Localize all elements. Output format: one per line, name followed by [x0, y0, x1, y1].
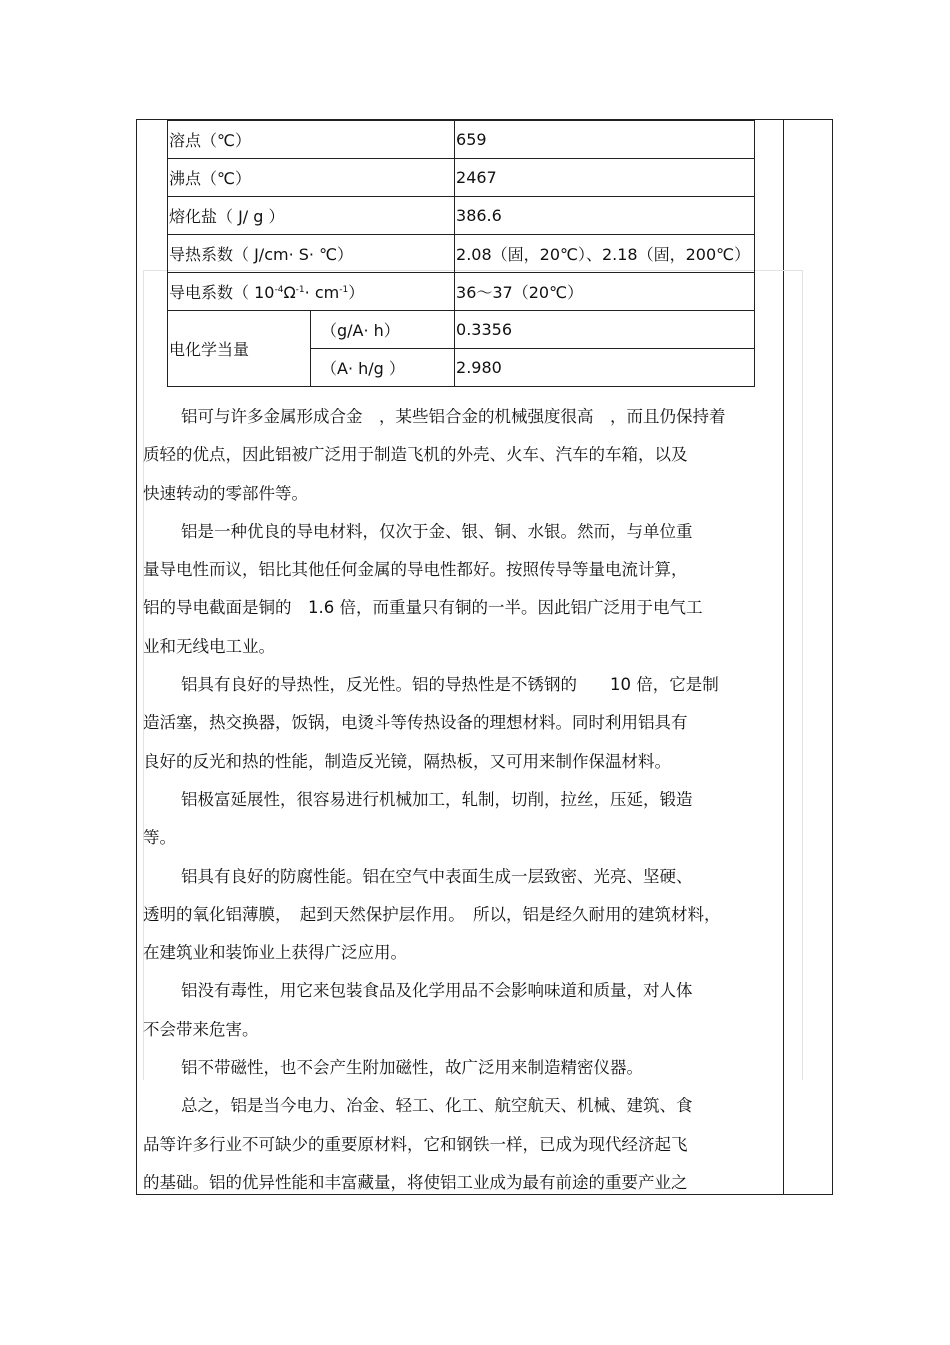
- text-line: 品等许多行业不可缺少的重要原材料，它和钢铁一样，已成为现代经济起飞: [143, 1134, 688, 1154]
- cell-value: 2.980: [455, 349, 755, 387]
- text-line: 快速转动的零部件等。: [143, 483, 308, 503]
- text-line: 量导电性而议，铝比其他任何金属的导电性都好。按照传导等量电流计算，: [143, 560, 688, 580]
- cell-label: 熔化盐（ J/ g ）: [168, 197, 455, 235]
- text-line: 铝具有良好的防腐性能。铝在空气中表面生成一层致密、光亮、坚硬、: [181, 866, 693, 886]
- text-line: 铝是一种优良的导电材料，仅次于金、银、铜、水银。然而，与单位重: [181, 521, 693, 541]
- cell-value: 2.08（固，20℃）、2.18（固，200℃）: [455, 235, 755, 273]
- cell-label: 沸点（℃）: [168, 159, 455, 197]
- exponent: -4: [274, 285, 284, 295]
- cell-value: 386.6: [455, 197, 755, 235]
- text-line: 铝的导电截面是铜的 1.6 倍，而重量只有铜的一半。因此铝广泛用于电气工: [143, 598, 703, 618]
- cell-unit: （A· h/g ）: [311, 349, 455, 387]
- text-line: 铝没有毒性，用它来包装食品及化学用品不会影响味道和质量，对人体: [181, 981, 693, 1001]
- cell-label: 溶点（℃）: [168, 121, 455, 159]
- table-row: [168, 159, 755, 197]
- cell-label: [168, 273, 455, 311]
- text-line: 铝具有良好的导热性，反光性。铝的导热性是不锈钢的 10 倍，它是制: [181, 675, 719, 695]
- text-line: 不会带来危害。: [143, 1019, 259, 1039]
- cell-label: 电化学当量: [168, 311, 311, 387]
- table-row: [168, 311, 755, 349]
- properties-table: [167, 120, 755, 387]
- table-row: [168, 197, 755, 235]
- text-line: 在建筑业和装饰业上获得广泛应用。: [143, 943, 407, 963]
- conductivity-label-post: ）: [348, 283, 365, 302]
- text-line: 的基础。铝的优异性能和丰富藏量，将使铝工业成为最有前途的重要产业之: [143, 1172, 688, 1192]
- exponent: -1: [295, 285, 305, 295]
- text-line: 铝可与许多金属形成合金 ，某些铝合金的机械强度很高 ，而且仍保持着: [181, 407, 726, 426]
- text-line: 质轻的优点，因此铝被广泛用于制造飞机的外壳、火车、汽车的车箱，以及: [143, 445, 688, 465]
- table-row: [168, 121, 755, 159]
- text-line: 透明的氧化铝薄膜， 起到天然保护层作用。 所以，铝是经久耐用的建筑材料，: [143, 904, 721, 924]
- paragraph: [143, 398, 783, 1202]
- text-line: 铝极富延展性，很容易进行机械加工，轧制，切削，拉丝，压延，锻造: [181, 789, 693, 809]
- table-row: [168, 235, 755, 273]
- text-line: 总之，铝是当今电力、冶金、轻工、化工、航空航天、机械、建筑、食: [181, 1096, 693, 1116]
- exponent: -1: [339, 285, 349, 295]
- table-row: [168, 273, 755, 311]
- conductivity-label-mid: Ω: [283, 283, 296, 302]
- cell-value: 659: [455, 121, 755, 159]
- cell-value: 2467: [455, 159, 755, 197]
- conductivity-label-mid2: · cm: [304, 283, 340, 302]
- text-line: 等。: [143, 828, 176, 848]
- text-line: 铝不带磁性，也不会产生附加磁性，故广泛用来制造精密仪器。: [181, 1058, 643, 1078]
- cell-value: 0.3356: [455, 311, 755, 349]
- text-line: 良好的反光和热的性能，制造反光镜，隔热板，又可用来制作保温材料。: [143, 751, 671, 771]
- cell-unit: （g/A· h）: [311, 311, 455, 349]
- cell-label: 导热系数（ J/cm· S· ℃）: [168, 235, 455, 273]
- text-line: 造活塞，热交换器，饭锅，电烫斗等传热设备的理想材料。同时利用铝具有: [143, 713, 688, 733]
- conductivity-label-pre: 导电系数（ 10: [169, 283, 275, 302]
- text-line: 业和无线电工业。: [143, 636, 275, 656]
- cell-value: 36～37（20℃）: [455, 273, 755, 311]
